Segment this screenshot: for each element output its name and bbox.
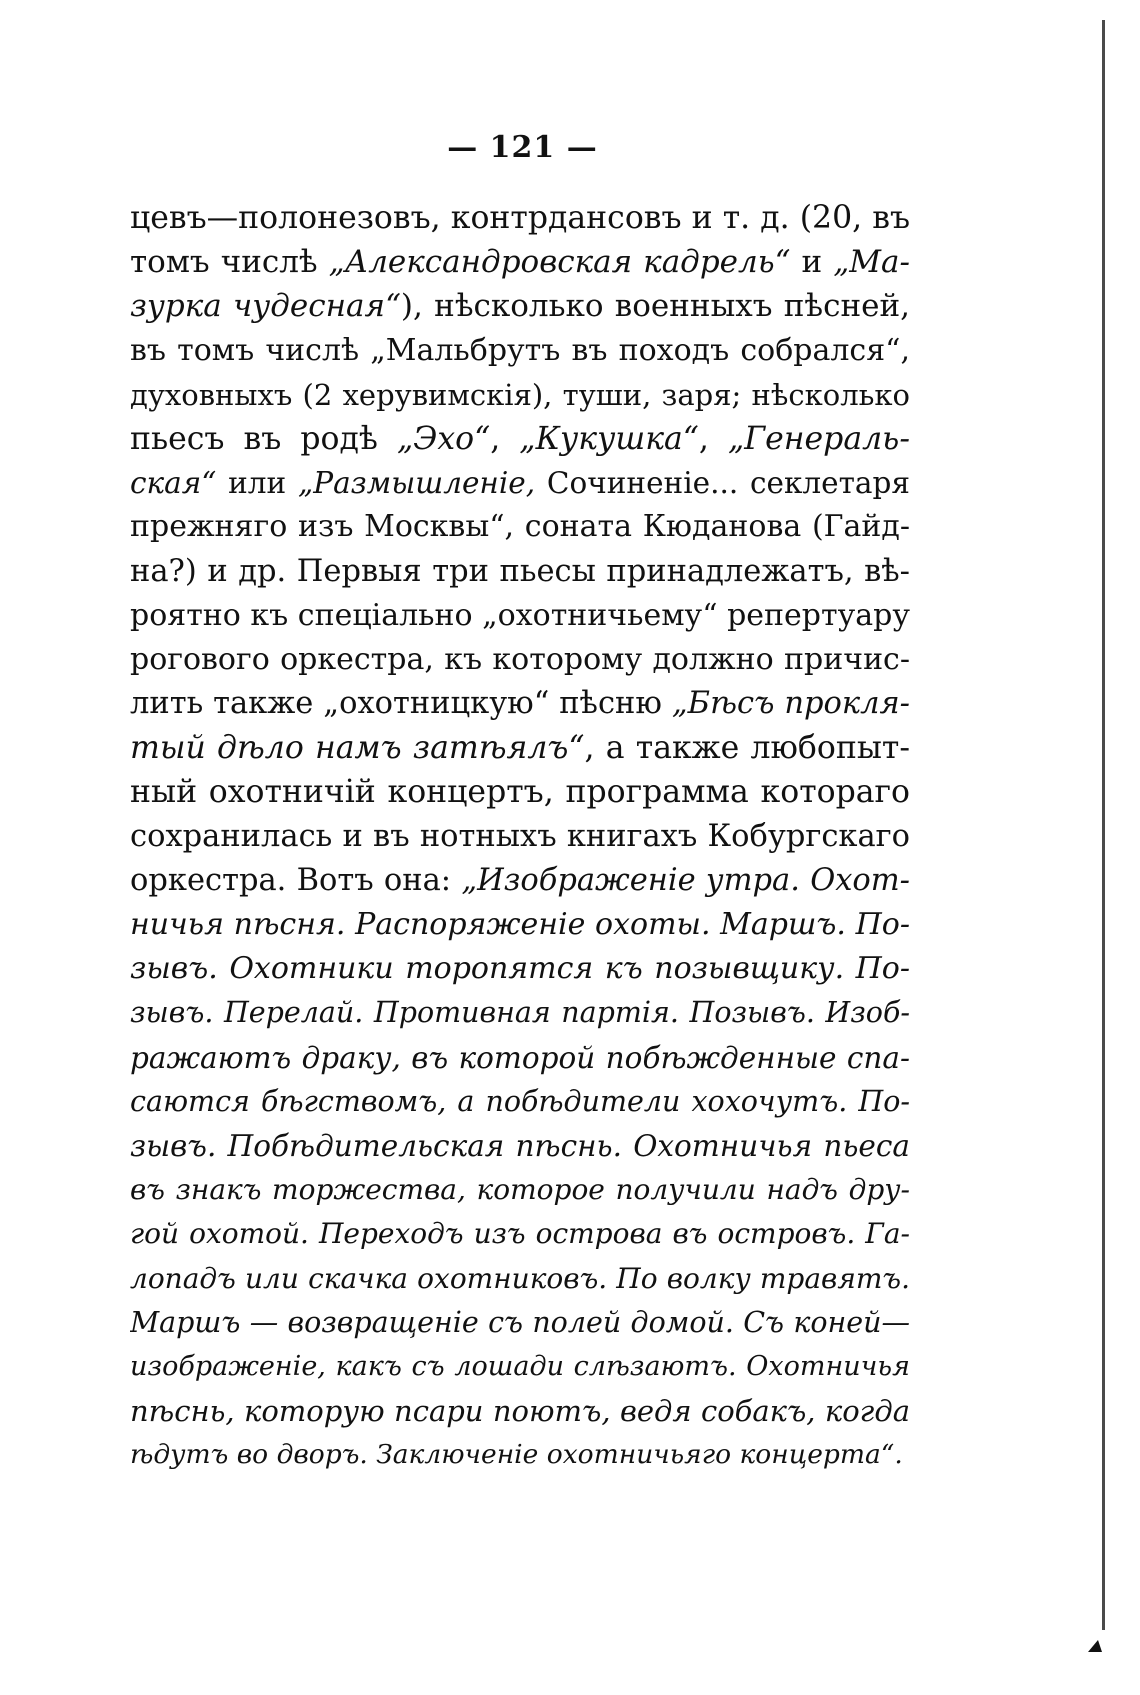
text-segment: прежняго изъ Москвы“, соната Кюданова (Гайд- (130, 509, 910, 545)
italic-text-segment: „Александровская кадрель“ (328, 244, 791, 281)
text-segment: ный охотничій концертъ, программа котораго (130, 774, 910, 811)
text-line (130, 682, 910, 726)
italic-text-segment: зурка чудесная“ (130, 288, 401, 325)
text-segment: , (698, 420, 728, 457)
text-line (130, 815, 910, 859)
text-line (130, 1301, 910, 1345)
italic-text-segment: зывъ. Перелай. Противная партія. Позывъ. Изоб- (130, 996, 910, 1030)
text-line (130, 594, 910, 638)
italic-text-segment: „Размышленіе, (297, 466, 536, 501)
italic-text-segment: гой охотой. Переходъ изъ острова въ островъ. Га- (130, 1217, 910, 1251)
italic-text-segment: пѣснь, которую псари поютъ, ведя собакъ, когда (130, 1394, 910, 1429)
italic-text-segment: изображеніе, какъ съ лошади слѣзаютъ. Охотничья (130, 1350, 910, 1382)
text-line (130, 1080, 910, 1124)
text-line (130, 1168, 910, 1212)
text-line (130, 770, 910, 814)
text-line (130, 638, 910, 682)
text-line (130, 196, 910, 240)
text-segment: оркестра. Вотъ она: (130, 862, 462, 898)
text-line (130, 373, 910, 417)
italic-text-segment: зывъ. Побѣдительская пѣснь. Охотничья пьеса (130, 1128, 910, 1163)
text-segment: въ томъ числѣ „Мальбрутъ въ походъ собрался“, (130, 332, 910, 368)
text-segment: на?) и др. Первыя три пьесы принадлежатъ, вѣ- (130, 553, 910, 589)
italic-text-segment: саются бѣгствомъ, а побѣдители хохочутъ. По- (130, 1084, 910, 1118)
italic-text-segment: въ знакъ торжества, которое получили надъ дру- (130, 1173, 910, 1207)
italic-text-segment: „Бѣсъ прокля- (671, 686, 910, 722)
italic-text-segment: „Изображеніе утра. Охот- (461, 862, 910, 898)
text-line (130, 1389, 910, 1433)
text-line (130, 329, 910, 373)
italic-text-segment: лопадъ или скачка охотниковъ. По волку травятъ. (130, 1261, 910, 1295)
text-segment: роятно къ спеціально „охотничьему“ репертуару (130, 597, 910, 633)
scan-margin-rule (1102, 20, 1105, 1630)
text-segment: , (490, 420, 520, 457)
italic-text-segment: ничья пѣсня. Распоряженіе охоты. Маршъ. По- (130, 907, 910, 942)
text-segment: лить также „охотницкую“ пѣсню (130, 686, 672, 722)
text-line (130, 1124, 910, 1168)
italic-text-segment: ражаютъ драку, въ которой побѣжденные спа- (130, 1040, 910, 1075)
text-line (130, 284, 910, 328)
text-segment: или (216, 466, 298, 501)
text-line (130, 240, 910, 284)
text-line (130, 859, 910, 903)
italic-text-segment: ская“ (130, 466, 217, 501)
italic-text-segment: зывъ. Охотники торопятся къ позывщику. По- (130, 951, 910, 987)
text-line (130, 947, 910, 991)
text-segment: рогового оркестра, къ которому должно причис- (130, 641, 910, 677)
text-segment: духовныхъ (2 херувимскія), туши, заря; нѣсколько (130, 377, 910, 412)
text-line (130, 1257, 910, 1301)
italic-text-segment: „Эхо“ (396, 420, 491, 457)
italic-text-segment: „Кукушка“ (519, 420, 699, 457)
italic-text-segment: ѣдутъ во дворъ. Заключеніе охотничьяго концерта“. (130, 1439, 903, 1471)
text-line (130, 505, 910, 549)
text-segment: , а также любопыт- (584, 730, 910, 767)
italic-text-segment: тый дѣло намъ затѣялъ“ (130, 730, 585, 767)
italic-text-segment: „Ма- (833, 244, 910, 281)
text-line (130, 1212, 910, 1256)
text-segment: и (790, 244, 834, 281)
italic-text-segment: „Генераль- (727, 420, 910, 457)
text-segment: цевъ—полонезовъ, контрдансовъ и т. д. (20, въ (130, 200, 910, 236)
text-line (130, 417, 910, 461)
text-segment: ), нѣсколько военныхъ пѣсней, (400, 288, 910, 325)
italic-text-segment: Маршъ — возвращеніе съ полей домой. Съ коней— (130, 1305, 910, 1339)
page-number: — 121 — (447, 130, 598, 165)
text-segment: томъ числѣ (130, 244, 329, 281)
text-line (130, 991, 910, 1035)
text-line (130, 461, 910, 505)
body-text (130, 196, 910, 1477)
text-line (130, 903, 910, 947)
text-line (130, 1433, 910, 1477)
text-line (130, 1345, 910, 1389)
text-segment: Сочиненіе... секлетаря (535, 466, 910, 501)
text-segment: сохранилась и въ нотныхъ книгахъ Кобургскаго (130, 818, 910, 854)
text-line (130, 550, 910, 594)
text-line (130, 726, 910, 770)
text-line (130, 1036, 910, 1080)
scan-corner-mark (1088, 1640, 1102, 1652)
text-segment: пьесъ въ родѣ (130, 420, 397, 457)
